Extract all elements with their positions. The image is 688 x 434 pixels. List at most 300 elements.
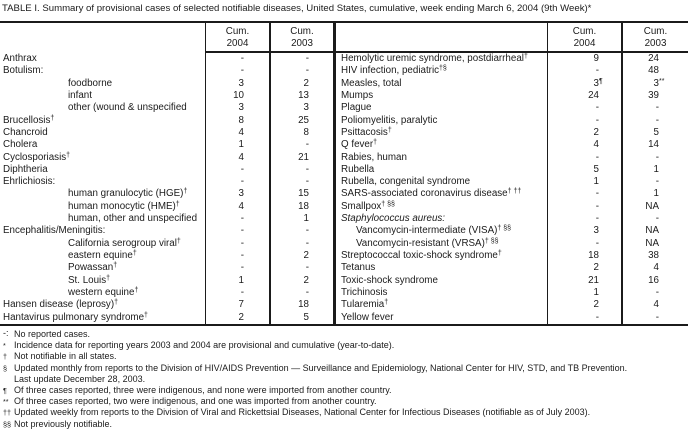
cum-value: 5 xyxy=(653,126,659,138)
cum-value: 18 xyxy=(588,250,599,261)
table-row xyxy=(0,65,688,77)
header-year-label: 2003 xyxy=(644,38,667,49)
disease-label-cell-left xyxy=(0,201,205,213)
table-row xyxy=(0,287,688,299)
disease-label-cell-left xyxy=(0,102,205,114)
table-row xyxy=(0,213,688,225)
cum-2003-cell-right xyxy=(621,213,688,225)
cum-value: - xyxy=(595,213,599,225)
cum-value: 1 xyxy=(238,139,244,151)
cum-value: - xyxy=(595,311,599,323)
header-spacer-right xyxy=(333,23,547,53)
cum-2004-cell-right xyxy=(547,275,621,287)
cum-value: 4 xyxy=(593,139,599,151)
disease-label: Trichinosis xyxy=(341,286,388,298)
cum-value: - xyxy=(655,176,659,188)
disease-label: Anthrax xyxy=(3,53,37,64)
cum-2003-cell-right xyxy=(621,115,688,127)
disease-label-cell-right xyxy=(333,299,547,311)
header-cum-label: Cum. xyxy=(572,26,597,37)
footnote-symbol: ** xyxy=(3,397,9,407)
cum-2003-cell-right xyxy=(621,139,688,151)
table-row xyxy=(0,164,688,176)
disease-label-cell-right xyxy=(333,250,547,262)
disease-label-cell-right xyxy=(333,53,547,65)
header-right-cum-2004 xyxy=(547,23,621,53)
disease-label: infant xyxy=(68,89,92,101)
cum-2003-cell-left xyxy=(269,250,333,262)
cum-2004-cell-right xyxy=(547,152,621,164)
cum-2004-cell-left xyxy=(205,213,269,225)
cum-2004-cell-right xyxy=(547,262,621,274)
cum-value: 1 xyxy=(593,286,599,298)
disease-label-cell-left xyxy=(0,299,205,311)
cum-value: - xyxy=(305,262,309,274)
footnote xyxy=(2,340,686,351)
disease-label-cell-right xyxy=(333,287,547,299)
disease-label-cell-right xyxy=(333,188,547,200)
disease-label-cell-left xyxy=(0,164,205,176)
footnote-symbol: † xyxy=(106,274,111,282)
cum-2003-cell-left xyxy=(269,90,333,102)
header-cum-label: Cum. xyxy=(643,26,668,37)
footnote-symbol: -: xyxy=(3,329,9,338)
disease-label: Tularemia xyxy=(341,299,385,311)
cum-2004-cell-left xyxy=(205,262,269,274)
cum-2004-cell-right xyxy=(547,164,621,176)
cum-value: NA xyxy=(645,237,659,249)
cum-value: 10 xyxy=(233,89,244,101)
disease-label-cell-left xyxy=(0,262,205,274)
cum-value: 2 xyxy=(238,311,244,323)
cum-value: - xyxy=(595,188,599,200)
disease-label-cell-left xyxy=(0,115,205,127)
disease-label: Rubella xyxy=(341,163,375,175)
table-row xyxy=(0,152,688,164)
table-row xyxy=(0,238,688,250)
disease-label-cell-left xyxy=(0,139,205,151)
cum-2004-cell-left xyxy=(205,299,269,311)
disease-label-cell-right xyxy=(333,238,547,250)
cum-value: - xyxy=(240,250,244,261)
cum-value: 4 xyxy=(653,262,659,274)
table-row xyxy=(0,127,688,139)
cum-2004-cell-left xyxy=(205,225,269,237)
cum-value: 1 xyxy=(238,274,244,286)
cum-value: 2 xyxy=(593,299,599,311)
cum-value: 25 xyxy=(298,114,309,126)
table-row xyxy=(0,102,688,114)
cum-value: - xyxy=(240,176,244,188)
cum-2004-cell-left xyxy=(205,53,269,65)
cum-2003-cell-right xyxy=(621,201,688,213)
footnote-text: Of three cases reported, three were indigenous, and none were imported from another country. xyxy=(14,385,392,396)
disease-label-cell-right xyxy=(333,127,547,139)
cum-2004-cell-left xyxy=(205,188,269,200)
footnote-symbol: † xyxy=(3,352,7,362)
cum-2004-cell-right xyxy=(547,115,621,127)
footnote-text: Not previously notifiable. xyxy=(14,418,113,429)
table-row xyxy=(0,225,688,237)
disease-label: Powassan xyxy=(68,262,114,274)
footnote-text: No reported cases. xyxy=(14,329,91,339)
footnote-symbol: * xyxy=(3,341,6,351)
disease-label-cell-right xyxy=(333,275,547,287)
table-row xyxy=(0,312,688,324)
cum-value: - xyxy=(655,213,659,225)
disease-label: other (wound & unspecified xyxy=(68,102,187,114)
disease-label: Toxic-shock syndrome xyxy=(341,274,438,286)
cum-value: 16 xyxy=(648,274,659,286)
cum-2003-cell-right xyxy=(621,287,688,299)
disease-label-cell-right xyxy=(333,90,547,102)
cum-2004-cell-right xyxy=(547,127,621,139)
cum-value: 4 xyxy=(238,200,244,212)
table-row xyxy=(0,53,688,65)
cum-2003-cell-left xyxy=(269,188,333,200)
cum-value: - xyxy=(655,102,659,114)
disease-label: human, other and unspecified xyxy=(68,213,198,225)
cum-value: 3 xyxy=(593,225,599,237)
cum-value: NA xyxy=(645,225,659,237)
footnote-symbol: † xyxy=(66,151,71,159)
table-header-row xyxy=(0,23,688,53)
cum-value: 3 xyxy=(238,102,244,114)
cum-value: 8 xyxy=(303,126,309,138)
disease-label: Rabies, human xyxy=(341,151,407,163)
cum-2004-cell-left xyxy=(205,139,269,151)
footnote-symbol: ¶ xyxy=(3,386,7,396)
cum-value: - xyxy=(305,225,309,237)
cum-2004-cell-left xyxy=(205,312,269,324)
cum-value: 4 xyxy=(238,151,244,163)
footnote xyxy=(2,351,686,362)
disease-label-cell-right xyxy=(333,201,547,213)
cum-value: - xyxy=(305,65,309,77)
cum-2004-cell-left xyxy=(205,238,269,250)
header-year-label: 2004 xyxy=(573,38,596,49)
cum-value: 7 xyxy=(238,299,244,311)
disease-label: Plague xyxy=(341,102,372,114)
disease-label: Diphtheria xyxy=(3,163,48,175)
disease-label: Mumps xyxy=(341,89,374,101)
cum-2004-cell-left xyxy=(205,90,269,102)
cum-value: 13 xyxy=(298,89,309,101)
footnote-symbol: † xyxy=(176,237,181,245)
cum-2003-cell-right xyxy=(621,102,688,114)
disease-label: HIV infection, pediatric xyxy=(341,65,440,77)
cum-2003-cell-left xyxy=(269,225,333,237)
disease-label-cell-right xyxy=(333,225,547,237)
footnote-symbol: † xyxy=(134,286,139,294)
cum-2003-cell-left xyxy=(269,262,333,274)
footnote xyxy=(2,385,686,396)
cum-value: NA xyxy=(645,200,659,212)
cum-2004-cell-left xyxy=(205,65,269,77)
cum-2003-cell-left xyxy=(269,275,333,287)
footnote-symbol: †§ xyxy=(439,65,447,73)
disease-label: Streptococcal toxic-shock syndrome xyxy=(341,250,498,261)
disease-label-cell-right xyxy=(333,213,547,225)
table-row xyxy=(0,90,688,102)
cum-value: 4 xyxy=(238,126,244,138)
cum-2003-cell-left xyxy=(269,152,333,164)
cum-value: 1 xyxy=(593,176,599,188)
disease-label-cell-right xyxy=(333,115,547,127)
cum-value: - xyxy=(305,163,309,175)
header-year-label: 2003 xyxy=(291,38,313,49)
cum-value: - xyxy=(595,237,599,249)
cum-value: 3 xyxy=(303,102,309,114)
cum-2004-cell-right xyxy=(547,65,621,77)
disease-label-cell-right xyxy=(333,262,547,274)
footnote-symbol: † §§ xyxy=(381,200,395,208)
cum-2003-cell-right xyxy=(621,250,688,262)
disease-label-cell-left xyxy=(0,250,205,262)
cum-2003-cell-right xyxy=(621,188,688,200)
cum-2004-cell-left xyxy=(205,115,269,127)
footnote xyxy=(2,396,686,407)
disease-label-cell-left xyxy=(0,176,205,188)
cum-2003-cell-right xyxy=(621,90,688,102)
cum-value: 2 xyxy=(593,126,599,138)
footnote-symbol: † xyxy=(175,200,180,208)
cum-value: 3 xyxy=(653,77,659,89)
disease-label: Hemolytic uremic syndrome, postdiarrheal xyxy=(341,53,524,64)
cum-2004-cell-right xyxy=(547,139,621,151)
cum-2004-cell-left xyxy=(205,201,269,213)
cum-value: 3 xyxy=(593,77,599,89)
footnote-symbol: † xyxy=(114,299,118,307)
cum-2004-cell-right xyxy=(547,238,621,250)
cum-2004-cell-right xyxy=(547,312,621,324)
cum-2003-cell-right xyxy=(621,312,688,324)
disease-label-cell-left xyxy=(0,287,205,299)
footnote-text: Incidence data for reporting years 2003 and 2004 are provisional and cumulative (year-to-date). xyxy=(14,340,395,351)
disease-label-cell-right xyxy=(333,312,547,324)
footnote-text: Updated weekly from reports to the Division of Viral and Rickettsial Diseases, National Center for Infectious Diseases (notifiable as of July 2003). xyxy=(14,407,591,418)
disease-label-cell-left xyxy=(0,213,205,225)
footnote-symbol: † xyxy=(384,299,389,307)
cum-2004-cell-right xyxy=(547,250,621,262)
footnotes xyxy=(2,329,686,430)
cum-value: 5 xyxy=(303,311,309,323)
footnote-symbol: † §§ xyxy=(484,237,499,245)
cum-value: 1 xyxy=(653,188,659,200)
disease-label: Brucellosis xyxy=(3,114,51,126)
cum-value: - xyxy=(595,200,599,212)
footnote-symbol: † xyxy=(387,126,392,134)
footnote-text: Of three cases reported, two were indigenous, and one was imported from another country. xyxy=(14,396,377,407)
cum-value: - xyxy=(595,65,599,77)
table-title: TABLE I. Summary of provisional cases of selected notifiable diseases, United States, cumulative, week ending March 6, 2004 (9th Week)* xyxy=(2,3,592,14)
table-row xyxy=(0,78,688,90)
cum-2004-cell-left xyxy=(205,250,269,262)
cum-2003-cell-right xyxy=(621,53,688,65)
cum-value: - xyxy=(240,286,244,298)
header-cum-label: Cum. xyxy=(290,26,314,37)
cum-2004-cell-left xyxy=(205,152,269,164)
cum-value: - xyxy=(595,102,599,114)
disease-label: California serogroup viral xyxy=(68,237,177,249)
cum-2004-cell-right: 3¶ xyxy=(547,78,621,90)
cum-2003-cell-right xyxy=(621,238,688,250)
cum-2004-cell-right xyxy=(547,287,621,299)
cum-2003-cell-right xyxy=(621,299,688,311)
cum-value: 2 xyxy=(303,250,309,261)
cum-2004-cell-left xyxy=(205,164,269,176)
cum-2003-cell-left xyxy=(269,213,333,225)
cum-value: - xyxy=(305,139,309,151)
disease-label-cell-right xyxy=(333,152,547,164)
table-body xyxy=(0,53,688,324)
cum-value: 2 xyxy=(303,274,309,286)
cum-2004-cell-left xyxy=(205,275,269,287)
disease-label: Q fever xyxy=(341,139,374,151)
footnote-continuation xyxy=(2,374,686,385)
disease-label: Cholera xyxy=(3,139,38,151)
cum-2003-cell-left xyxy=(269,127,333,139)
footnote-symbol: † xyxy=(497,250,502,257)
notifiable-diseases-table xyxy=(0,21,688,326)
footnote xyxy=(2,329,686,340)
header-spacer-left xyxy=(0,23,205,53)
disease-label: Smallpox xyxy=(341,200,382,212)
cum-2004-cell-right xyxy=(547,176,621,188)
disease-label: Yellow fever xyxy=(341,311,394,323)
cum-value: 21 xyxy=(298,151,309,163)
disease-label-cell-left xyxy=(0,53,205,65)
disease-label-cell-left xyxy=(0,90,205,102)
disease-label: human monocytic (HME) xyxy=(68,200,176,212)
cum-2003-cell-left xyxy=(269,176,333,188)
cum-value: - xyxy=(305,286,309,298)
footnote-symbol: †† xyxy=(3,408,11,418)
cum-2003-cell-right xyxy=(621,176,688,188)
header-year-label: 2004 xyxy=(226,38,249,49)
disease-label: Cyclosporiasis xyxy=(3,151,67,163)
disease-label: human granulocytic (HGE) xyxy=(68,188,184,200)
cum-value: - xyxy=(240,65,244,77)
footnote-symbol: † §§ xyxy=(497,225,512,233)
cum-2003-cell-left xyxy=(269,238,333,250)
table-row xyxy=(0,115,688,127)
cum-2003-cell-right xyxy=(621,262,688,274)
cum-value: - xyxy=(655,286,659,298)
table-row xyxy=(0,139,688,151)
table-row xyxy=(0,275,688,287)
footnote-symbol: † xyxy=(50,114,55,122)
table-row xyxy=(0,250,688,262)
disease-label-cell-left xyxy=(0,188,205,200)
footnote xyxy=(2,363,686,374)
header-cum-label: Cum. xyxy=(225,26,250,37)
cum-value: - xyxy=(655,151,659,163)
cum-2004-cell-right xyxy=(547,188,621,200)
cum-2003-cell-left xyxy=(269,115,333,127)
cum-2003-cell-left xyxy=(269,65,333,77)
cum-2003-cell-right xyxy=(621,65,688,77)
footnote-symbol: † xyxy=(373,139,378,147)
disease-label: foodborne xyxy=(68,77,113,89)
disease-label: Tetanus xyxy=(341,262,376,274)
footnote-symbol: † xyxy=(523,53,528,60)
footnote-text: Not notifiable in all states. xyxy=(14,351,117,362)
cum-2003-cell-right xyxy=(621,164,688,176)
cum-2003-cell-right xyxy=(621,152,688,164)
cum-2003-cell-left xyxy=(269,287,333,299)
cum-2004-cell-right xyxy=(547,102,621,114)
cum-value: 24 xyxy=(588,89,599,101)
cum-value: 5 xyxy=(593,163,599,175)
footnote-symbol: † xyxy=(144,311,148,319)
disease-label: Psittacosis xyxy=(341,126,388,138)
cum-2003-cell-right xyxy=(621,127,688,139)
cum-2004-cell-left xyxy=(205,127,269,139)
disease-label-cell-left xyxy=(0,238,205,250)
footnote xyxy=(2,419,686,430)
cum-2004-cell-right xyxy=(547,225,621,237)
disease-label-cell-right xyxy=(333,65,547,77)
disease-label-cell-left xyxy=(0,65,205,77)
cum-value: - xyxy=(655,311,659,323)
disease-label: Rubella, congenital syndrome xyxy=(341,176,471,188)
disease-label: eastern equine xyxy=(68,250,133,261)
table-row xyxy=(0,188,688,200)
cum-value: - xyxy=(240,237,244,249)
cum-2004-cell-right xyxy=(547,299,621,311)
footnote-symbol: † xyxy=(132,250,137,257)
cum-value: - xyxy=(240,163,244,175)
cum-value: 18 xyxy=(298,299,309,311)
cum-2003-cell-right xyxy=(621,225,688,237)
footnote xyxy=(2,407,686,418)
cum-value: 18 xyxy=(298,200,309,212)
disease-label: Encephalitis/Meningitis: xyxy=(3,225,106,237)
disease-label-cell-right xyxy=(333,139,547,151)
disease-label-cell-left xyxy=(0,127,205,139)
cum-value: 48 xyxy=(648,65,659,77)
cum-2004-cell-right xyxy=(547,213,621,225)
cum-2003-cell-left xyxy=(269,102,333,114)
cum-value: 8 xyxy=(238,114,244,126)
footnote-text: Last update December 28, 2003. xyxy=(14,373,146,384)
disease-label: Vancomycin-intermediate (VISA) xyxy=(356,225,498,237)
cum-value: 3 xyxy=(238,77,244,89)
header-left-cum-2003 xyxy=(269,23,333,53)
disease-label: Hansen disease (leprosy) xyxy=(3,299,115,311)
cum-2003-cell-right: 3** xyxy=(621,78,688,90)
disease-label: Measles, total xyxy=(341,77,402,89)
disease-label: western equine xyxy=(68,286,135,298)
cum-value: - xyxy=(655,114,659,126)
cum-value: - xyxy=(240,53,244,64)
footnote-symbol: † xyxy=(183,188,188,196)
cum-value: 3 xyxy=(238,188,244,200)
disease-label: Ehrlichiosis: xyxy=(3,176,56,188)
cum-value: - xyxy=(240,213,244,225)
cum-value: - xyxy=(305,53,309,64)
disease-label: Vancomycin-resistant (VRSA) xyxy=(356,237,485,249)
cum-value: 38 xyxy=(648,250,659,261)
disease-label: St. Louis xyxy=(68,274,107,286)
cum-2004-cell-left xyxy=(205,78,269,90)
table-row xyxy=(0,262,688,274)
cum-value: 15 xyxy=(298,188,309,200)
disease-label: Poliomyelitis, paralytic xyxy=(341,114,438,126)
cum-value: 39 xyxy=(648,89,659,101)
disease-label-cell-left xyxy=(0,78,205,90)
